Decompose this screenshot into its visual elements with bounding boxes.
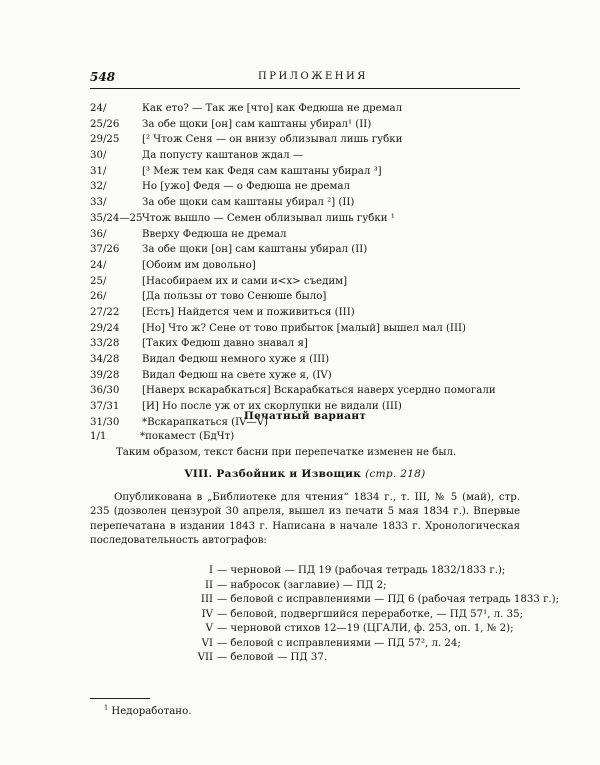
variant-text: Чтож вышло — Семен облизывал лишь губки ¹ [142,212,395,224]
variant-row [90,101,530,117]
variant-line-ref: 29/24 [90,322,120,334]
variant-text: Да попусту каштанов ждал — [142,150,304,162]
autograph-text: — беловой с исправлениями — ПД 57², л. 24; [217,637,461,649]
autograph-number: I [208,565,213,576]
variant-row [90,164,530,180]
variant-line-ref: 25/26 [90,118,120,130]
header-rule [90,88,520,89]
variant-line-ref: 33/28 [90,338,120,350]
autograph-item [90,579,520,594]
variant-line-ref: 31/30 [90,416,120,428]
variant-text: [Насобираем их и сами и<х> съедим] [142,275,348,287]
autograph-number: V [205,623,213,634]
variant-text: *Вскарапкаться (IV—V) [142,416,268,428]
autograph-number: IV [201,608,213,620]
section-title: VIII. Разбойник и Извощик [184,468,362,480]
variant-row [90,117,530,133]
variant-row [90,274,530,290]
variant-text: Видал Федюш немного хуже я (III) [142,354,330,365]
variant-row [90,148,530,164]
autograph-item [90,564,520,579]
variant-row [90,211,530,227]
variant-row [90,368,530,384]
autograph-text: — черновой стихов 12—19 (ЦГАЛИ, ф. 253, оп. 1, № 2); [217,623,514,634]
variant-row [90,321,530,337]
variant-line-ref: 34/28 [90,354,120,365]
variant-text: [² Чтож Сеня — он внизу облизывал лишь губки [142,134,403,146]
variant-text: За обе щоки [он] сам каштаны убирал¹ (II) [142,118,372,130]
variant-line-ref: 33/ [90,197,107,209]
footnote [104,703,192,717]
footnote-mark: 1 [104,703,109,712]
variant-text: Но [ужо] Федя — о Федюша не дремал [142,181,350,193]
variant-line-ref: 29/25 [90,134,120,146]
variant-text: [³ Меж тем как Федя сам каштаны убирал ³] [142,165,382,177]
variant-row [90,258,530,274]
variant-text: [Наверх вскарабкаться] Вскарабкаться наверх усердно помогали [142,385,496,397]
autograph-item [90,593,560,608]
variant-row [90,289,530,305]
section-heading [90,468,520,480]
autograph-item [90,651,520,666]
variant-line-ref: 35/24—25 [90,212,143,224]
variant-row [90,383,530,399]
variant-row [90,352,530,368]
variant-row [90,132,530,148]
running-title: ПРИЛОЖЕНИЯ [258,71,368,82]
variant-text: [Обоим им довольно] [142,259,256,271]
variant-text: [Но] Что ж? Сене от тово прибыток [малый] вышел мал (III) [142,322,466,334]
autograph-list [90,564,560,666]
printed-variant-text: *покамест (БдЧт) [140,431,235,442]
footnote-text: Недоработано. [111,706,192,717]
autograph-text: — черновой — ПД 19 (рабочая тетрадь 1832/1833 г.); [217,565,506,576]
variant-row [90,227,530,243]
page-header [90,70,520,86]
variant-line-ref: 27/22 [90,306,120,318]
variant-text: [Да пользы от тово Сенюше было] [142,291,327,303]
autograph-text: — беловой, подвергшийся переработке, — ПД 57¹, л. 35; [217,608,524,620]
printed-variant-row [90,429,520,445]
variant-text: [Таких Федюш давно знавал я] [142,338,308,350]
variant-line-ref: 26/ [90,291,107,303]
variant-text: Вверху Федюша не дремал [142,228,287,240]
variant-text: Как ето? — Так же [что] как Федюша не дремал [142,103,403,114]
printed-variant-block [90,429,520,460]
printed-variant-note: Таким образом, текст басни при перепечатке изменен не был. [116,446,457,458]
variant-row [90,242,530,258]
variant-line-ref: 36/ [90,228,107,240]
variant-line-ref: 37/26 [90,244,120,256]
variant-line-ref: 31/ [90,165,107,177]
section-page-ref: (стр. 218) [365,468,426,480]
variant-text: [Есть] Найдется чем и поживиться (III) [142,306,355,318]
variant-line-ref: 32/ [90,181,107,193]
variant-line-ref: 24/ [90,103,107,114]
autograph-text: — набросок (заглавие) — ПД 2; [217,579,387,591]
autograph-item [90,608,524,623]
variant-row [90,179,530,195]
variant-line-ref: 36/30 [90,385,120,397]
footnote-rule [90,698,150,699]
variant-row [90,336,530,352]
printed-variant-heading: Печатный вариант [243,410,367,422]
page-number: 548 [90,70,116,84]
variant-text: Видал Федюш на свете хуже я, (IV) [142,369,332,381]
autograph-number: VI [201,637,213,649]
variant-text: [И] Но после уж от их скорлупки не видали (III) [142,401,402,413]
autograph-item [90,622,520,637]
autograph-text: — беловой — ПД 37. [217,652,328,663]
variant-text: За обе щоки сам каштаны убирал ²] (II) [142,197,355,209]
variant-text: За обе щоки [он] сам каштаны убирал (II) [142,244,368,256]
variant-row [90,195,530,211]
autograph-text: — беловой с исправлениями — ПД 6 (рабочая тетрадь 1833 г.); [217,594,560,605]
publication-paragraph: Опубликована в „Библиотеке для чтения“ 1834 г., т. III, № 5 (май), стр. 235 (дозволен цензурой 30 апреля, вышел из печати 5 мая 1834 г.). Впервые перепечатана в издании 1843 г. Написана в начале 1833 г. Хронологическая последовательность автографов: [90,492,520,547]
autograph-item [90,637,520,652]
variant-line-ref: 24/ [90,259,107,271]
variant-line-ref: 37/31 [90,401,120,413]
variant-row [90,305,530,321]
autograph-number: VII [197,652,213,663]
variant-line-ref: 39/28 [90,369,120,381]
variant-list [90,101,530,430]
variant-line-ref: 25/ [90,275,107,287]
autograph-number: III [200,594,213,605]
variant-line-ref: 30/ [90,150,107,162]
autograph-number: II [204,579,213,591]
printed-variant-line-ref: 1/1 [90,431,107,442]
